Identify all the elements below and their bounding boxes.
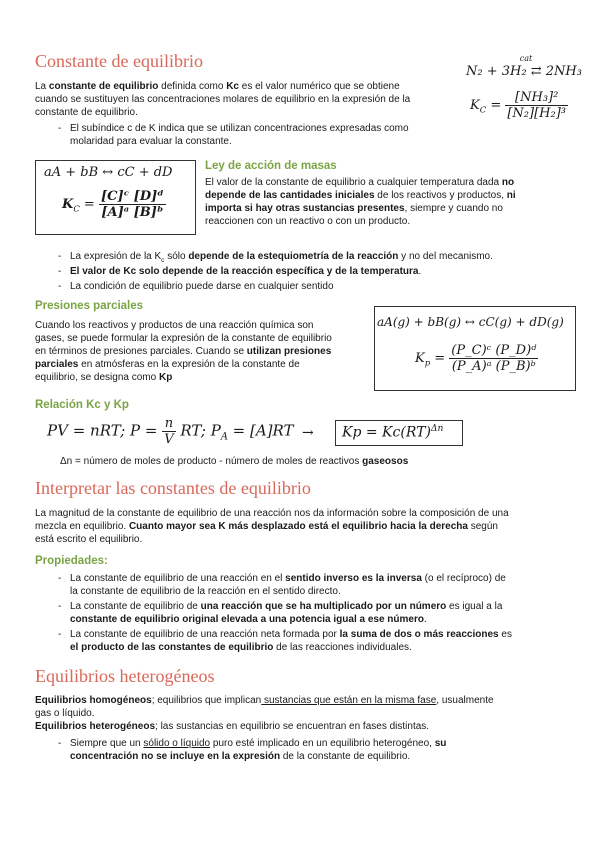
- delta-n-definition: Δn = número de moles de producto - número de moles de reactivos gaseosos: [60, 456, 409, 467]
- section-title-heterogeneos: Equilibrios heterogéneos: [35, 666, 215, 686]
- kp-box: [374, 306, 576, 391]
- general-kc-box: [35, 160, 196, 235]
- section-title-constante: Constante de equilibrio: [35, 51, 203, 71]
- bullet-estequiometria: - La expresión de la $K_c$ sólo depende de la estequiometría de la reacción y no del mecanismo.: [58, 251, 493, 264]
- bullet-sentido: - La condición de equilibrio puede darse en cualquier sentido: [58, 281, 334, 292]
- general-reaction: aA + bB ↔ cC + dD: [44, 165, 173, 180]
- partial-pressures-paragraph: Cuando los reactivos y productos de una reacción química son gases, se puede formular la expresión de la constante de equilibrio en términos de presiones parciales. Cuando se utilizan presiones parciales en atmósferas en la expresión de la constante de equilibrio, se designa como Kp: [35, 320, 332, 383]
- ideal-gas-equation: PV = nRT; P = $\frac{n}{V}$ RT; $P_A = [A]RT$: [47, 416, 294, 447]
- law-title: Ley de acción de masas: [205, 160, 337, 172]
- general-kc: $K_C$ = $\frac{\text{[C]ᶜ [D]ᵈ}}{\text{[A]ᵃ [B]ᵇ}}$: [62, 189, 164, 220]
- kc-ammonia-expression: $K_C$ = $\frac{\text{[NH₃]²}}{\text{[N₂][H₂]³}}$: [470, 90, 566, 121]
- property-multiplied: - La constante de equilibrio de una reacción que se ha multiplicado por un número es igual a la constante de equilibrio original elevada a una potencia igual a ese número.: [58, 601, 503, 625]
- ammonia-reaction: N₂ + 3H₂ ⇄ 2NH₃: [466, 64, 582, 79]
- section-title-interpretar: Interpretar las constantes de equilibrio: [35, 478, 311, 498]
- kp-kc-relation-box: Kp = Kc(RT)$^{\Delta n}$: [335, 420, 463, 446]
- properties-title: Propiedades:: [35, 555, 108, 567]
- kp-expression: $K_p$ = $\frac{\text{(P\_C)ᶜ (P\_D)ᵈ}}{\text{(P\_A)ᵃ (P\_B)ᵇ}}$: [415, 343, 537, 374]
- intro-paragraph: La constante de equilibrio definida como Kc es el valor numérico que se obtiene cuando se sustituyen las concentraciones molares de equilibrio en la expresión de la constante de equilibrio.: [35, 81, 411, 118]
- arrow: →: [302, 425, 314, 441]
- homogeneous-paragraph: Equilibrios homogéneos; equilibrios que implican sustancias que están en la misma fase, usualmente gas o líquido. Equilibrios heterogéneos; las sustancias en equilibrio se encuentran en fases distintas.: [35, 695, 494, 732]
- bullet-kc-temperatura: - El valor de Kc solo depende de la reacción específica y de la temperatura.: [58, 266, 422, 277]
- relation-title: Relación Kc y Kp: [35, 399, 129, 411]
- property-sum: - La constante de equilibrio de una reacción neta formada por la suma de dos o más reacciones es el producto de las constantes de equilibrio de las reacciones individuales.: [58, 629, 512, 653]
- bullet-subindice: - El subíndice c de K indica que se utilizan concentraciones expresadas como molaridad para evaluar la constante.: [58, 123, 409, 147]
- kc-symbol: Kc: [226, 81, 239, 92]
- catalyst-label: cat: [519, 54, 533, 63]
- partial-pressures-title: Presiones parciales: [35, 300, 144, 312]
- law-paragraph: El valor de la constante de equilibrio a cualquier temperatura dada no depende de las cantidades iniciales de los reactivos y productos, ni importa si hay otras sustancias presentes, siempre y cuando no reaccionen con un reactivo o con un producto.: [205, 177, 516, 227]
- gas-reaction: aA(g) + bB(g) ↔ cC(g) + dD(g): [377, 315, 564, 329]
- property-inverse: - La constante de equilibrio de una reacción en el sentido inverso es la inversa (o el recíproco) de la constante de equilibrio de la reacción en el sentido directo.: [58, 573, 506, 597]
- interpret-paragraph: La magnitud de la constante de equilibrio de una reacción nos da información sobre la composición de una mezcla en equilibrio. Cuanto mayor sea K más desplazado está el equilibrio hacia la derecha según está escrito el equilibrio.: [35, 508, 509, 545]
- bullet-solid-liquid: - Siempre que un sólido o líquido puro esté implicado en un equilibrio heterogéneo, su concentración no se incluye en la expresión de la constante de equilibrio.: [58, 738, 447, 762]
